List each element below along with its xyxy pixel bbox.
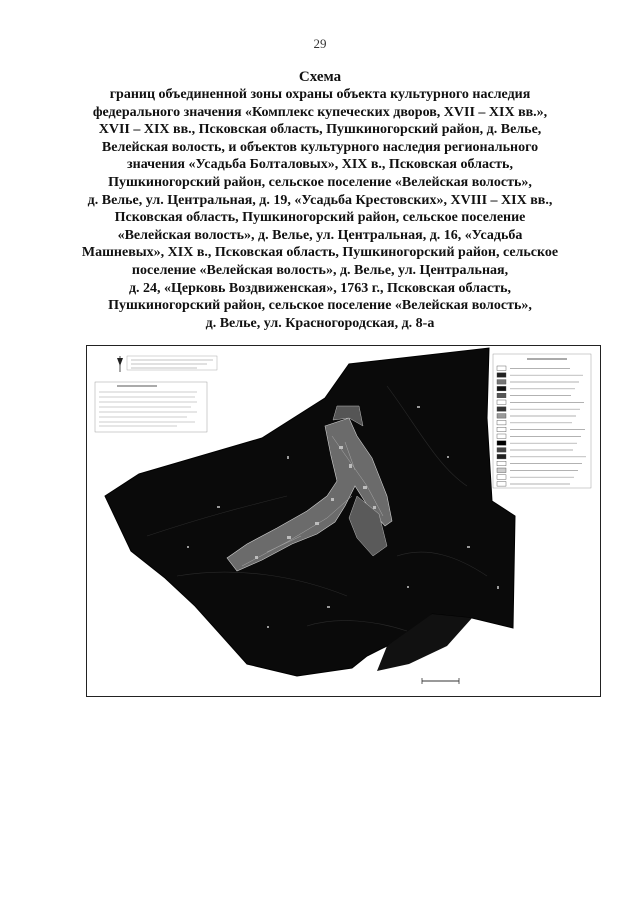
document-heading (60, 68, 580, 332)
legend-swatch (497, 373, 506, 378)
heading-line: границ объединенной зоны охраны объекта культурного наследия (109, 87, 531, 102)
legend-swatch (497, 461, 506, 466)
heading-line: д. Велье, ул. Центральная, д. 19, «Усадьба Крестовских», XVIII – XIX вв., (87, 192, 553, 208)
heading-line: д. Велье, ул. Красногородская, д. 8-а (205, 315, 435, 331)
heading-line: Псковская область, Пушкиногорский район, сельское поселение (114, 210, 526, 226)
map-title-block (117, 356, 217, 372)
legend-swatch (497, 468, 506, 473)
legend-swatch (497, 454, 506, 459)
heading-line: XVII – XIX вв., Псковская область, Пушкиногорский район, д. Велье, (98, 122, 542, 138)
legend-swatch (497, 441, 506, 446)
heading-line: Пушкиногорский район, сельское поселение «Велейская волость», (108, 174, 532, 190)
legend-swatch (497, 407, 506, 412)
page-number: 29 (313, 36, 327, 51)
heading-line: значения «Усадьба Болталовых», XIX в., Псковская область, (127, 157, 513, 173)
legend-swatch (497, 475, 506, 480)
heading-line: Велейская волость, и объектов культурного наследия регионального (101, 139, 539, 155)
legend-swatch (497, 420, 506, 425)
legend-swatch (497, 414, 506, 419)
legend-swatch (497, 380, 506, 385)
map-explication-block (95, 382, 207, 432)
legend-swatch (497, 366, 506, 371)
map-figure (87, 346, 600, 696)
heading-line: Пушкиногорский район, сельское поселение «Велейская волость», (108, 298, 532, 314)
heading-line: «Велейская волость», д. Велье, ул. Центральная, д. 16, «Усадьба (117, 227, 523, 243)
legend-swatch (497, 400, 506, 405)
legend-swatch (497, 482, 506, 487)
legend-swatch (497, 386, 506, 391)
map-scheme (86, 345, 601, 697)
heading-line: федерального значения «Комплекс купеческих дворов, XVII – XIX вв.», (92, 104, 548, 120)
heading-title: Схема (298, 69, 342, 85)
map-legend-block (493, 354, 591, 488)
heading-line: д. 24, «Церковь Воздвиженская», 1763 г., Псковская область, (128, 280, 512, 296)
legend-swatch (497, 393, 506, 398)
legend-swatch (497, 434, 506, 439)
scale-bar (422, 678, 459, 684)
legend-swatch (497, 427, 506, 432)
heading-line: Машневых», XIX в., Псковская область, Пушкиногорский район, сельское (81, 245, 559, 261)
legend-swatch (497, 448, 506, 453)
heading-line: поселение «Велейская волость», д. Велье, ул. Центральная, (131, 262, 509, 278)
